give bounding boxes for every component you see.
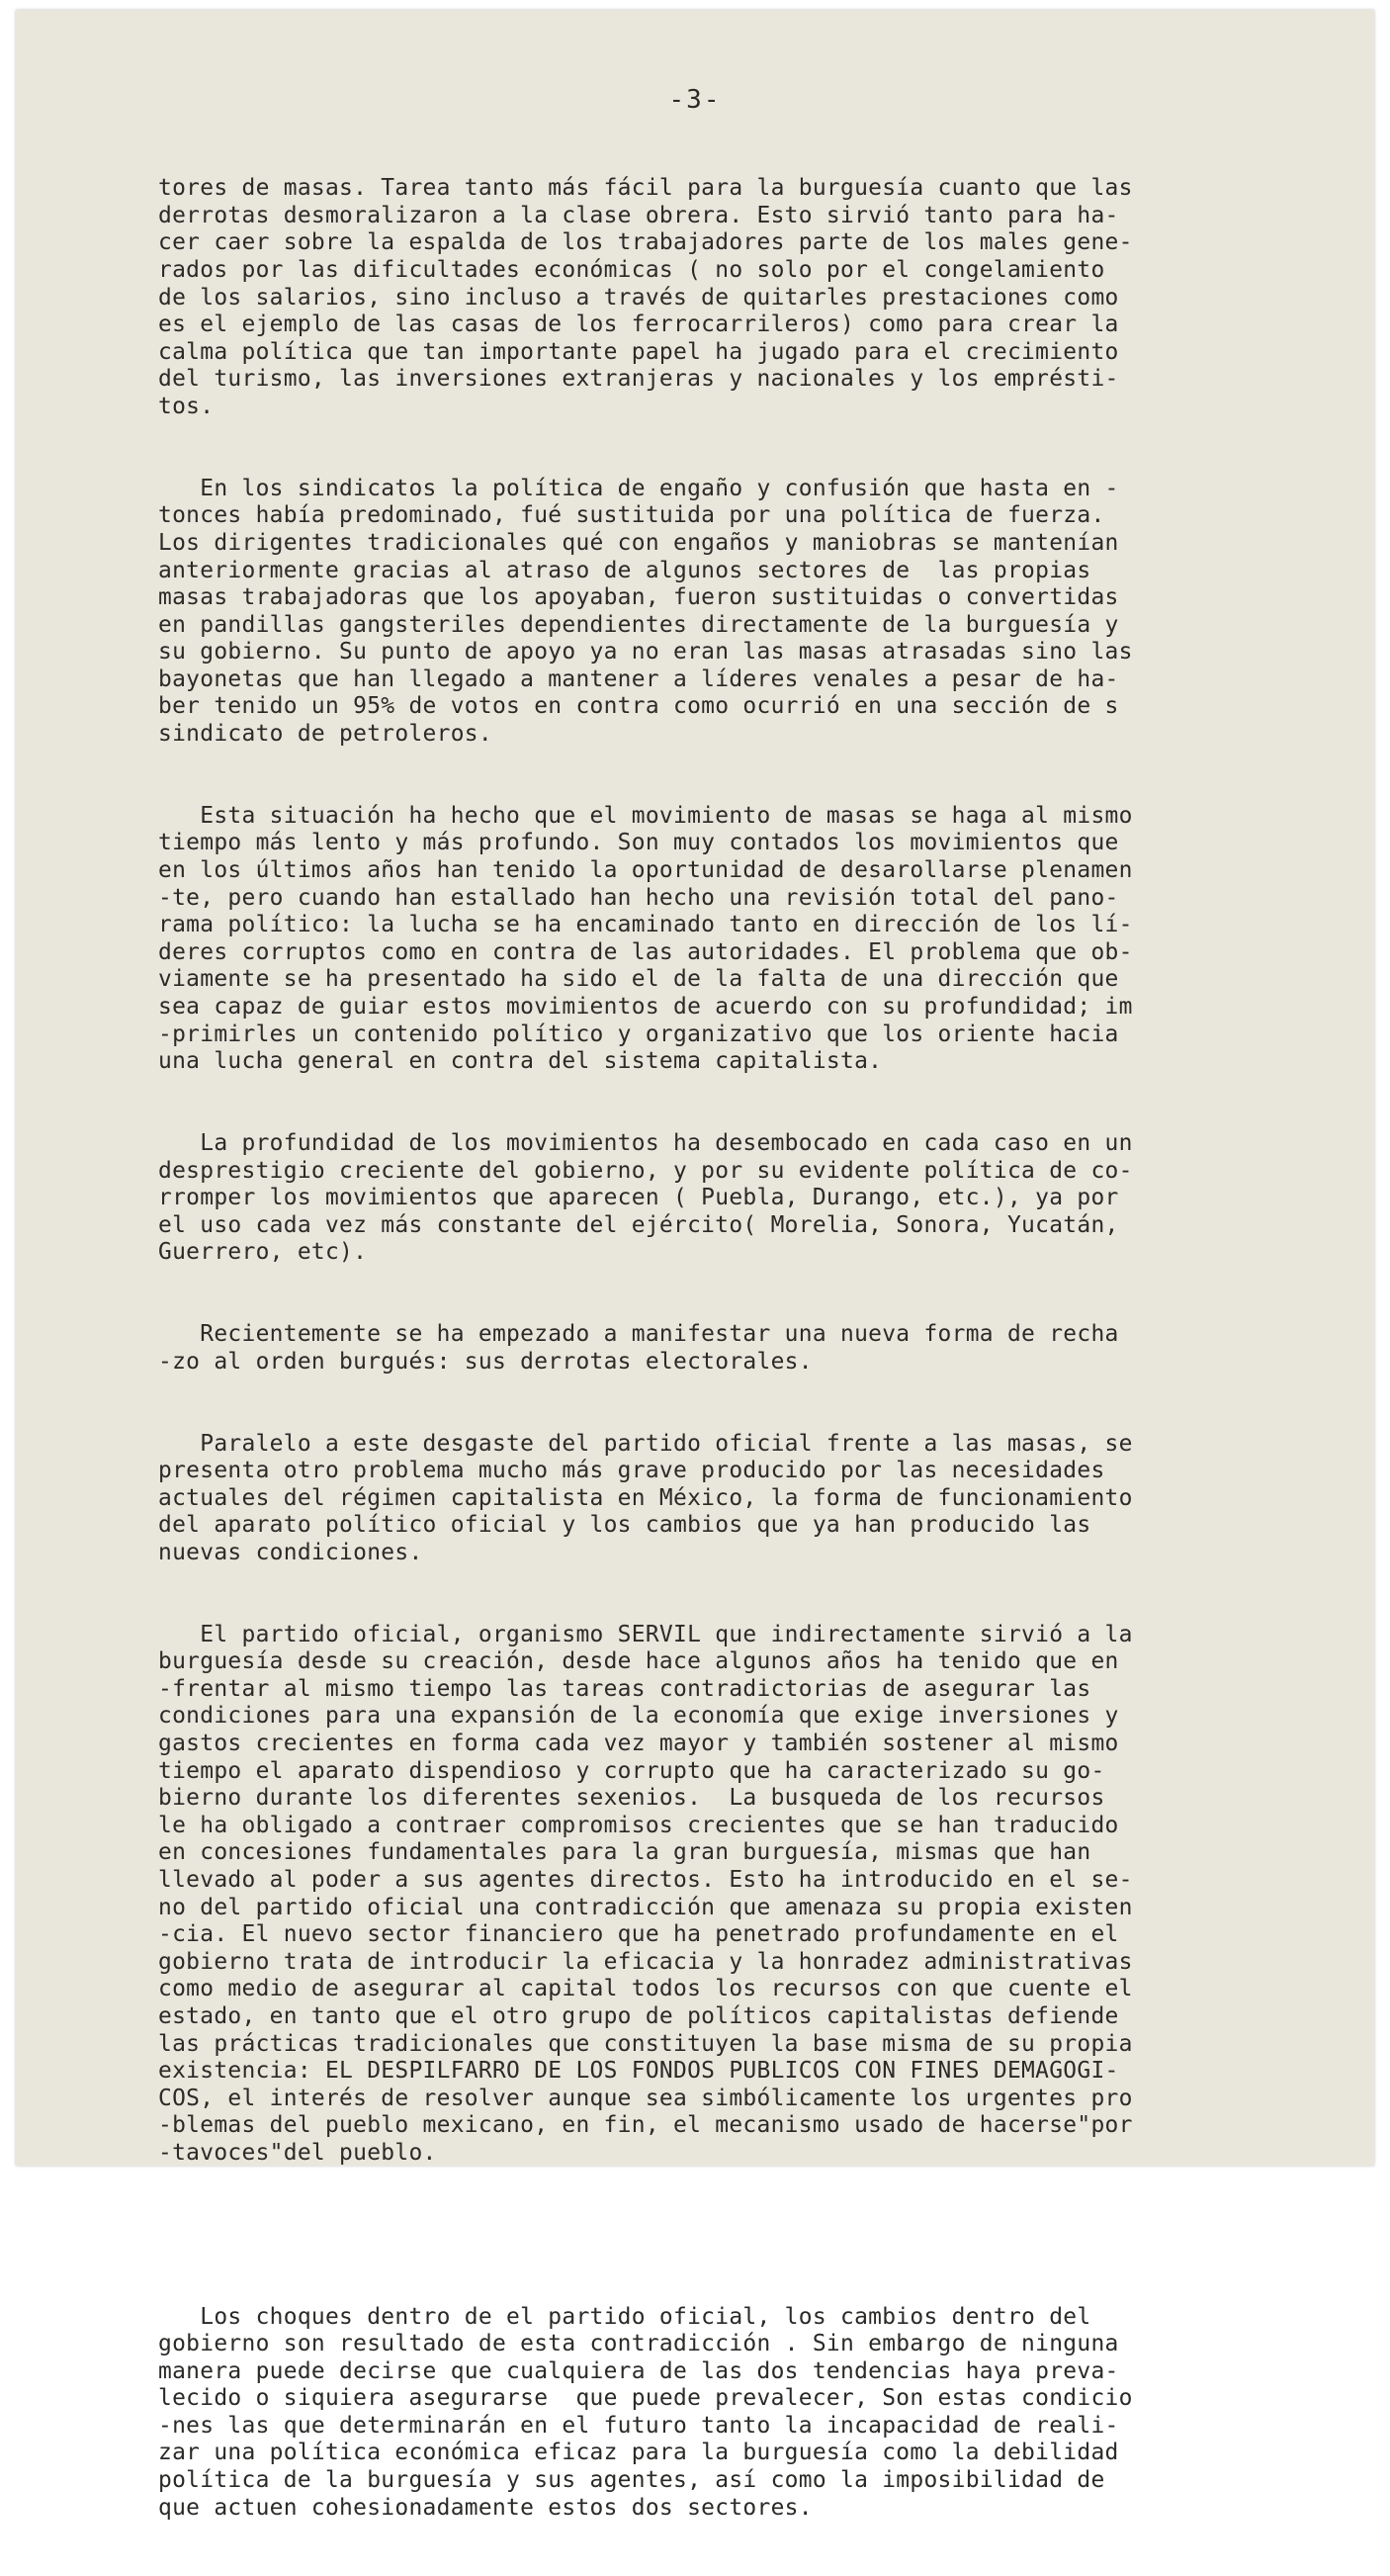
- typewritten-page: [16, 10, 1374, 2521]
- paragraph-3: Esta situación ha hecho que el movimiento de masas se haga al mismo tiempo más lento y más profundo. Son muy contados los movimientos que en los últimos años han tenido la oportunidad de desarollarse plenamen -te, pero cuando han estallado han hecho una revisión total del pano- rama político: la lucha se ha encaminado tanto en dirección de los lí- deres corruptos como en contra de las autoridades. El problema que ob- viamente se ha presentado ha sido el de la falta de una dirección que sea capaz de guiar estos movimientos de acuerdo con su profundidad; im -primirles un contenido político y organizativo que los oriente hacia una lucha general en contra del sistema capitalista.: [158, 802, 1133, 1075]
- paragraph-8: Los choques dentro de el partido oficial, los cambios dentro del gobierno son resultado de esta contradicción . Sin embargo de ninguna manera puede decirse que cualquiera de las dos tendencias haya preva- lecido o siquiera asegurarse que puede prevalecer, Son estas condicio -nes las que determinarán en el futuro tanto la incapacidad de reali- zar una política económica eficaz para la burguesía como la debilidad política de la burguesía y sus agentes, así como la imposibilidad de que actuen cohesionadamente estos dos sectores.: [158, 2303, 1133, 2521]
- paragraph-4: La profundidad de los movimientos ha desembocado en cada caso en un desprestigio creciente del gobierno, y por su evidente política de co- rromper los movimientos que aparecen ( Puebla, Durango, etc.), ya por el uso cada vez más constante del ejército( Morelia, Sonora, Yucatán, Guerrero, etc).: [158, 1129, 1133, 1266]
- body-text: [158, 121, 1345, 2576]
- paragraph-1: tores de masas. Tarea tanto más fácil para la burguesía cuanto que las derrotas desmoralizaron a la clase obrera. Esto sirvió tanto para ha- cer caer sobre la espalda de los trabajadores parte de los males gene- rados por las dificultades económicas ( no solo por el congelamiento de los salarios, sino incluso a través de quitarles prestaciones como es el ejemplo de las casas de los ferrocarrileros) como para crear la calma política que tan importante papel ha jugado para el crecimiento del turismo, las inversiones extranjeras y nacionales y los emprésti- tos.: [158, 175, 1133, 419]
- paragraph-2: En los sindicatos la política de engaño y confusión que hasta en - tonces había predominado, fué sustituida por una política de fuerza. Los dirigentes tradicionales qué con engaños y maniobras se mantenían anteriormente gracias al atraso de algunos sectores de las propias masas trabajadoras que los apoyaban, fueron sustituidas o convertidas en pandillas gangsteriles dependientes directamente de la burguesía y su gobierno. Su punto de apoyo ya no eran las masas atrasadas sino las bayonetas que han llegado a mantener a líderes venales a pesar de ha- ber tenido un 95% de votos en contra como ocurrió en una sección de s sindicato de petroleros.: [158, 475, 1133, 748]
- paragraph-5: Recientemente se ha empezado a manifestar una nueva forma de recha -zo al orden burgués: sus derrotas electorales.: [158, 1321, 1119, 1375]
- paragraph-6: Paralelo a este desgaste del partido oficial frente a las masas, se presenta otro problema mucho más grave producido por las necesidades actuales del régimen capitalista en México, la forma de funcionamiento del aparato político oficial y los cambios que ya han producido las nuevas condiciones.: [158, 1430, 1133, 1565]
- page-number: -3-: [668, 85, 722, 115]
- paragraph-spacer: [158, 2222, 1345, 2250]
- paragraph-7: El partido oficial, organismo SERVIL que indirectamente sirvió a la burguesía desde su creación, desde hace algunos años ha tenido que en -frentar al mismo tiempo las tareas contradictorias de asegurar las condiciones para una expansión de la economía que exige inversiones y gastos crecientes en forma cada vez mayor y también sostener al mismo tiempo el aparato dispendioso y corrupto que ha caracterizado su go- bierno durante los diferentes sexenios. La busqueda de los recursos le ha obligado a contraer compromisos crecientes que se han traducido en concesiones fundamentales para la gran burguesía, mismas que han llevado al poder a sus agentes directos. Esto ha introducido en el se- no del partido oficial una contradicción que amenaza su propia existen -cia. El nuevo sector financiero que ha penetrado profundamente en el gobierno trata de introducir la eficacia y la honradez administrativas como medio de asegurar al capital todos los recursos con que cuente el estado, en tanto que el otro grupo de políticos capitalistas defiende las prácticas tradicionales que constituyen la base misma de su propia existencia: EL DESPILFARRO DE LOS FONDOS PUBLICOS CON FINES DEMAGOGI- COS, el interés de resolver aunque sea simbólicamente los urgentes pro -blemas del pueblo mexicano, en fin, el mecanismo usado de hacerse"por -tavoces"del pueblo.: [158, 1621, 1133, 2166]
